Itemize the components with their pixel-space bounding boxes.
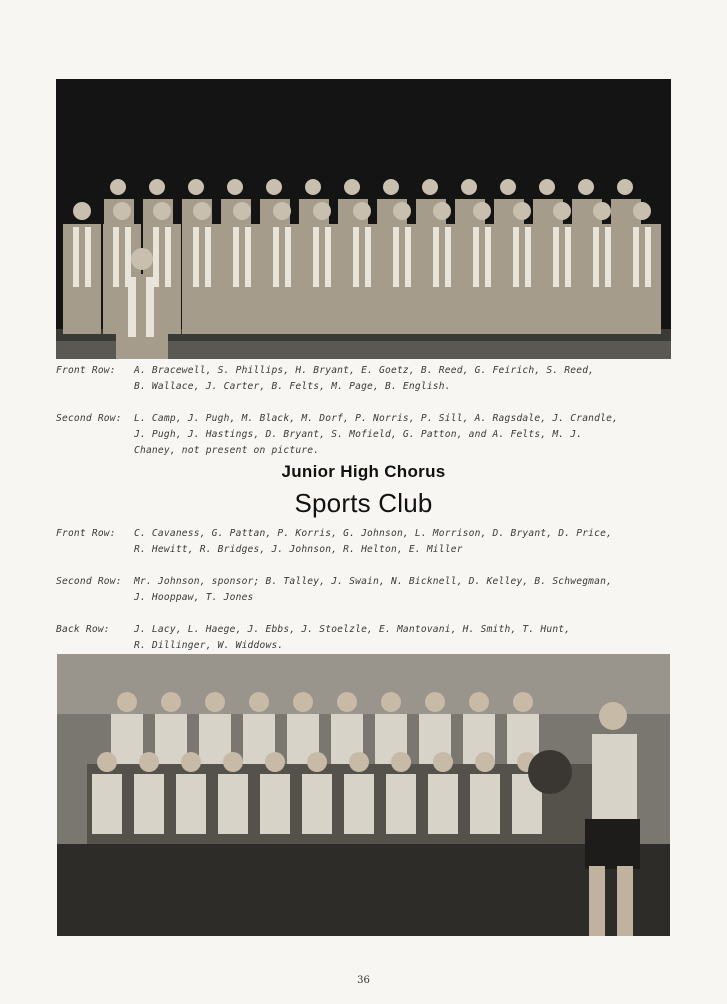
sports-back-row-caption xyxy=(56,622,686,654)
sports-club-photo xyxy=(57,654,670,936)
chorus-second-row-label: Second Row: xyxy=(56,413,122,424)
sports-second-row-caption xyxy=(56,574,686,606)
sports-second-row-label: Second Row: xyxy=(56,576,122,587)
sports-second-row-line2: J. Hooppaw, T. Jones xyxy=(134,592,254,603)
page-number: 36 xyxy=(357,975,370,986)
chorus-front-row-line2: B. Wallace, J. Carter, B. Felts, M. Page, B. English. xyxy=(134,381,451,392)
chorus-front-row-caption xyxy=(56,363,686,395)
chorus-front-row-label: Front Row: xyxy=(56,365,116,376)
chorus-title: Junior High Chorus xyxy=(281,462,446,481)
sports-back-row-line1: J. Lacy, L. Haege, J. Ebbs, J. Stoelzle, E. Mantovani, H. Smith, T. Hunt, xyxy=(134,624,571,635)
sports-front-row-caption xyxy=(56,526,686,558)
sports-back-row-label: Back Row: xyxy=(56,624,110,635)
chorus-second-row-caption xyxy=(56,411,686,459)
sports-front-row-label: Front Row: xyxy=(56,528,116,539)
chorus-second-row-line1: L. Camp, J. Pugh, M. Black, M. Dorf, P. Norris, P. Sill, A. Ragsdale, J. Crandle, xyxy=(134,413,619,424)
sports-club-title: Sports Club xyxy=(294,488,433,518)
sports-front-row-line2: R. Hewitt, R. Bridges, J. Johnson, R. Helton, E. Miller xyxy=(134,544,463,555)
chorus-second-row-line2: J. Pugh, J. Hastings, D. Bryant, S. Mofield, G. Patton, and A. Felts, M. J. xyxy=(134,429,583,440)
sports-second-row-line1: Mr. Johnson, sponsor; B. Talley, J. Swain, N. Bicknell, D. Kelley, B. Schwegman, xyxy=(134,576,613,587)
chorus-second-row-line3: Chaney, not present on picture. xyxy=(134,445,320,456)
sports-back-row-line2: R. Dillinger, W. Widdows. xyxy=(134,640,284,651)
chorus-front-row-line1: A. Bracewell, S. Phillips, H. Bryant, E. Goetz, B. Reed, G. Feirich, S. Reed, xyxy=(134,365,595,376)
sports-front-row-line1: C. Cavaness, G. Pattan, P. Korris, G. Johnson, L. Morrison, D. Bryant, D. Price, xyxy=(134,528,613,539)
chorus-photo xyxy=(56,79,671,359)
